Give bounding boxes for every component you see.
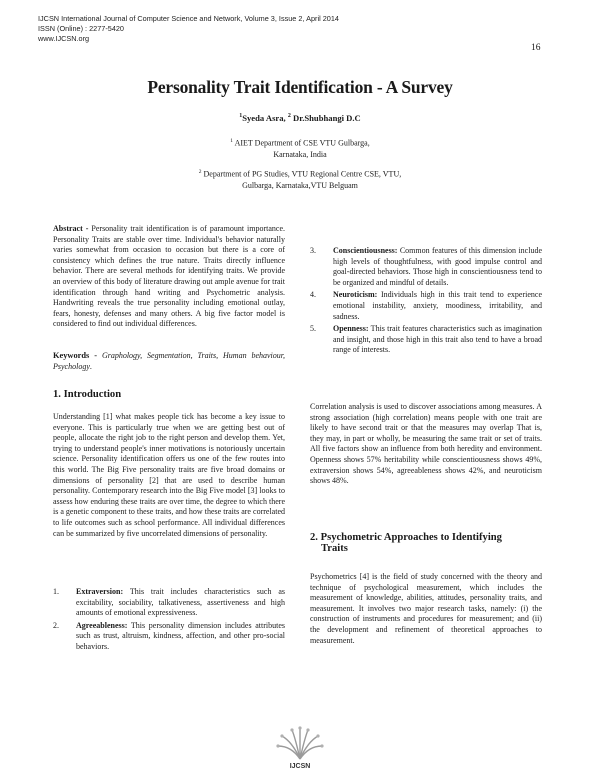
list-item-text: This trait features characteristics such as imagination and insight, and those high in this trait also tend to have a broad range of interests.: [333, 324, 542, 355]
affil2-line2: Gulbarga, Karnataka,VTU Belguam: [242, 180, 358, 190]
list-item: [310, 324, 542, 356]
introduction-paragraph: Understanding [1] what makes people tick has become a key issue to everyone. This is particularly true when we are getting best out of people, allocate the right job to the right person and develop them. Yet, trying to understand people's inner motivations is notoriously uncertain science. Personality identification offers us one of the few routes into this world. The Big Five personality traits are five broad domains or dimensions of personality [2] that are used to describe human personality. Contemporary research into the Big Five model [3] looks to assess how enduring these traits are over time, the degree to which there is a genetic component to these traits, and how these traits are correlated to life outcomes such as school performance. All individual differences can be summarized by five uncorrelated dimensions of personality.: [53, 412, 285, 538]
list-item-term: Neuroticism:: [333, 290, 378, 300]
list-item-term: Conscientiousness:: [333, 246, 398, 255]
affiliation-1: [0, 136, 600, 160]
section2-heading-line1: 2. Psychometric Approaches to Identifying: [310, 532, 502, 543]
journal-website[interactable]: www.IJCSN.org: [38, 33, 90, 43]
section2-heading-line2: Traits: [321, 543, 348, 554]
author2-name: Dr.Shubhangi D.C: [290, 113, 361, 123]
affil1-line1: AIET Department of CSE VTU Gulbarga,: [233, 138, 370, 148]
list-item-number: 3.: [310, 246, 316, 255]
keywords-text: Graphology, Segmentation, Traits, Human behaviour, Psychology: [53, 351, 286, 371]
abstract-text: Personality trait identification is of paramount importance. Personality Traits are stable over time. Individual's behavior naturally varies somewhat from occasion to occasion but there is a core of consistency which defines the true nature. Traits directly influence behavior. There are several methods for identifying traits. We provide an overview of this body of literature drawing out ample avenue for trait identification through hand writing and Psychometric analysis. Handwriting reveals the true personality including emotional outlay, fears, honesty, defenses and many others. A big five factor model is considered to find out individual differences.: [53, 224, 285, 329]
list-item: [53, 587, 285, 619]
list-item-term: Agreeableness:: [76, 620, 128, 630]
keywords-label: Keywords -: [53, 351, 98, 360]
affil2-superscript: 2: [198, 169, 202, 175]
list-item: [310, 290, 542, 322]
author1-name: Syeda Asra,: [242, 113, 288, 123]
abstract-label: Abstract -: [53, 224, 89, 233]
issn-line: ISSN (Online) : 2277-5420: [38, 23, 124, 33]
list-item-number: 4.: [310, 290, 316, 300]
page-number: 16: [531, 43, 541, 53]
list-item-text: This personality dimension includes attributes such as trust, altruism, kindness, affection, and other pro-social behaviors.: [76, 620, 285, 651]
author2-superscript: 2: [287, 113, 291, 120]
list-item-number: 2.: [53, 620, 59, 630]
list-item-text: Common features of this dimension include high levels of thoughtfulness, with good impulse control and goal-directed behaviors. Those high in conscientiousness tend to be organized and mindful of details.: [333, 246, 542, 287]
author-line: [0, 113, 600, 123]
psychometrics-paragraph: Psychometrics [4] is the field of study concerned with the theory and technique of psychological measurement, which includes the measurement of knowledge, abilities, attitudes, personality traits, and measurement. It involves two major research tasks, namely: (i) the construction of instruments and procedures for measurement; and (ii) the development and refinement of theoretical approaches to measurement.: [310, 572, 542, 645]
abstract: [53, 224, 285, 330]
affil1-line2: Karnataka, India: [273, 149, 327, 159]
list-item-text: This trait includes characteristics such as excitability, sociability, talkativeness, assertiveness and high amounts of emotional expressiveness.: [76, 587, 285, 618]
trait-list-right: [310, 246, 542, 358]
affil1-superscript: 1: [230, 138, 234, 144]
list-item-term: Extraversion:: [76, 587, 124, 596]
list-item: [310, 246, 542, 288]
affiliation-2: [0, 167, 600, 191]
journal-logo-icon: [270, 726, 330, 762]
list-item-text: Individuals high in this trait tend to experience emotional instability, anxiety, moodiness, irritability, and sadness.: [333, 290, 542, 321]
list-item-term: Openness:: [333, 324, 369, 334]
trait-list-left: [53, 587, 285, 655]
keywords: [53, 351, 285, 372]
paper-title: Personality Trait Identification - A Survey: [147, 77, 453, 97]
list-item-number: 1.: [53, 587, 59, 596]
list-item-number: 5.: [310, 324, 316, 334]
affil2-line1: Department of PG Studies, VTU Regional Centre CSE, VTU,: [201, 169, 402, 179]
section-heading-psychometric: [310, 532, 542, 554]
author1-superscript: 1: [239, 113, 243, 120]
footer-label: IJCSN: [289, 763, 311, 770]
correlation-paragraph: Correlation analysis is used to discover associations among measures. A strong association (high correlation) means people with one trait are likely to have second trait or that the measures may overlap That is, they may, in part or wholly, be measuring the same trait or set of traits. All five factors show an influence from both heredity and environment. Openness shows 57% heritability while conscientiousness shows 49%, extraversion shows 54%, agreeableness shows 42%, and neuroticism shows 48%.: [310, 402, 542, 486]
journal-title-line: IJCSN International Journal of Computer Science and Network, Volume 3, Issue 2, April 2014: [38, 14, 339, 23]
section-heading-introduction: 1. Introduction: [53, 389, 122, 400]
list-item: [53, 621, 285, 653]
journal-header: [38, 14, 339, 43]
keywords-end: .: [89, 361, 92, 371]
